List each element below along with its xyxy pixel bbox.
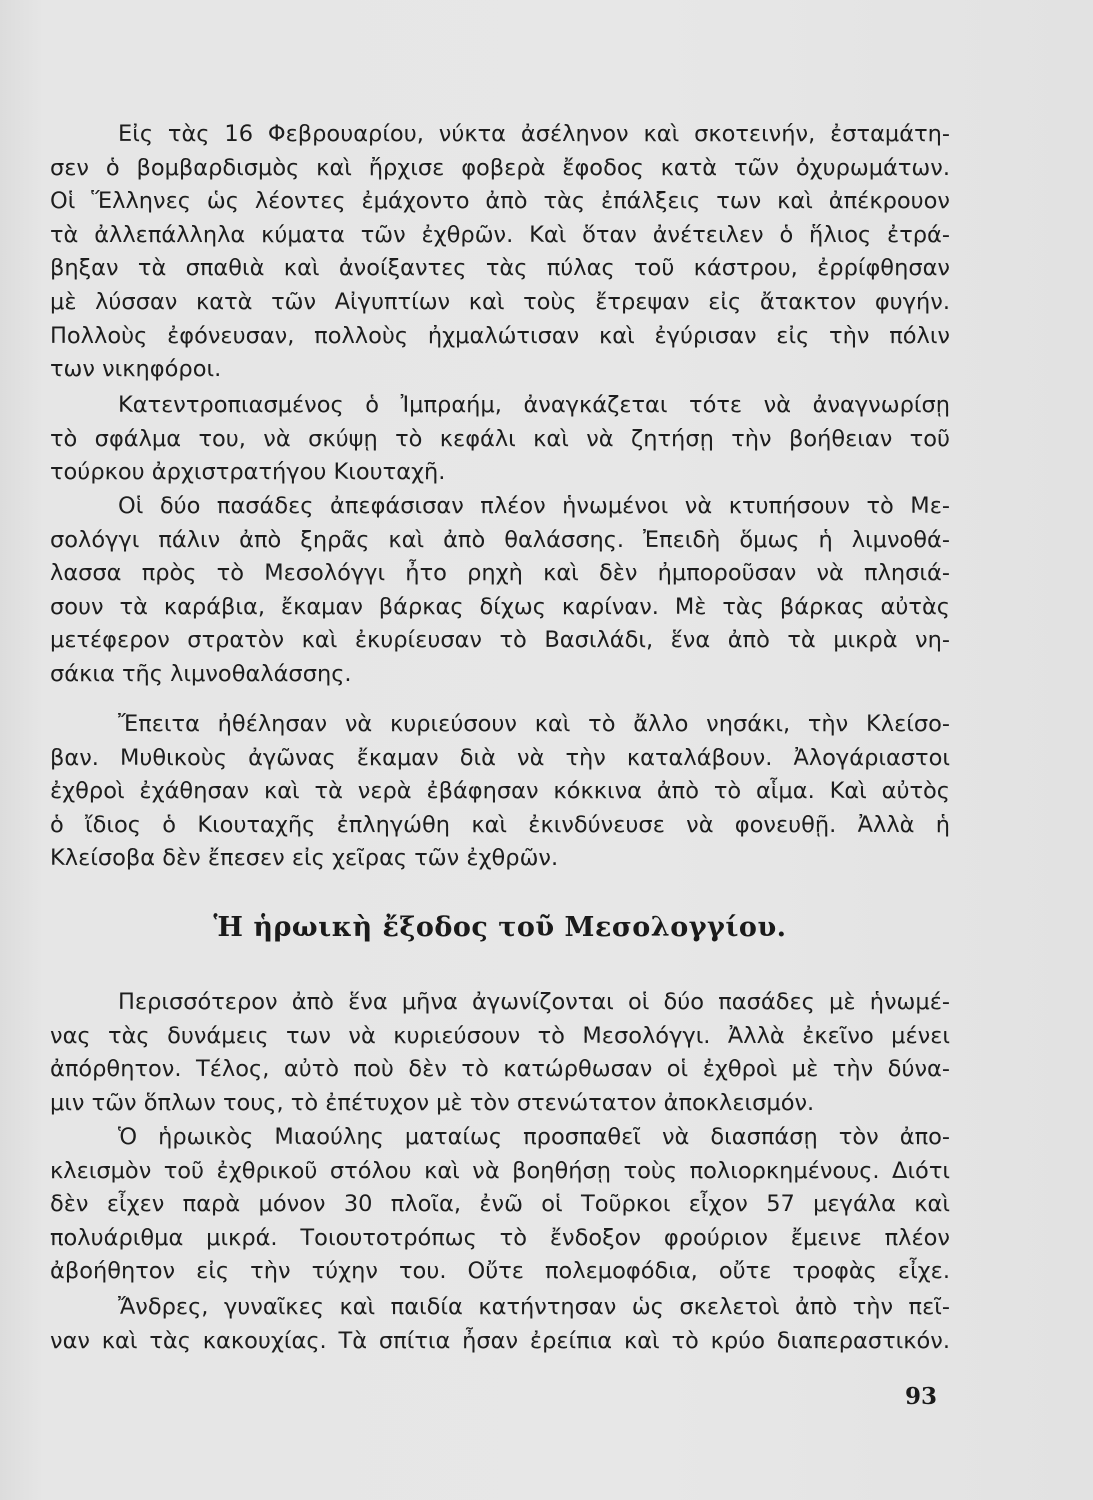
text-line: μὲ λύσσαν κατὰ τῶν Αἰγυπτίων καὶ τοὺς ἔτρεψαν εἰς ἄτακτον φυγήν. xyxy=(50,288,950,315)
text-line: Κατεντροπιασμένος ὁ Ἰμπραήμ, ἀναγκάζεται τότε νὰ ἀναγνωρίσῃ xyxy=(118,392,950,418)
text-line: σάκια τῆς λιμνοθαλάσσης. xyxy=(50,660,352,687)
text-line: σολόγγι πάλιν ἀπὸ ξηρᾶς καὶ ἀπὸ θαλάσσης. Ἐπειδὴ ὅμως ἡ λιμνοθά- xyxy=(50,526,950,553)
text-line: βηξαν τὰ σπαθιὰ καὶ ἀνοίξαντες τὰς πύλας τοῦ κάστρου, ἐρρίφθησαν xyxy=(50,255,950,282)
text-line: νας τὰς δυνάμεις των νὰ κυριεύσουν τὸ Μεσολόγγι. Ἀλλὰ ἐκεῖνο μένει xyxy=(50,1022,950,1049)
text-line: πολυάριθμα μικρά. Τοιουτοτρόπως τὸ ἔνδοξον φρούριον ἔμεινε πλέον xyxy=(50,1224,950,1251)
text-line: τὰ ἀλλεπάλληλα κύματα τῶν ἐχθρῶν. Καὶ ὅταν ἀνέτειλεν ὁ ἥλιος ἐτρά- xyxy=(50,221,950,248)
text-line: Εἰς τὰς 16 Φεβρουαρίου, νύκτα ἀσέληνον καὶ σκοτεινήν, ἐσταμάτη- xyxy=(118,121,950,147)
text-line: Ἄνδρες, γυναῖκες καὶ παιδία κατήντησαν ὡς σκελετοὶ ἀπὸ τὴν πεῖ- xyxy=(118,1294,950,1320)
text-line: ὁ ἴδιος ὁ Κιουταχῆς ἐπληγώθη καὶ ἐκινδύνευσε νὰ φονευθῇ. Ἀλλὰ ἡ xyxy=(50,811,950,838)
text-line: βαν. Μυθικοὺς ἀγῶνας ἔκαμαν διὰ νὰ τὴν καταλάβουν. Ἀλογάριαστοι xyxy=(50,744,950,771)
paragraph-2 xyxy=(50,389,950,490)
text-line: λασσα πρὸς τὸ Μεσολόγγι ἦτο ρηχὴ καὶ δὲν ἠμποροῦσαν νὰ πλησιά- xyxy=(50,560,950,587)
text-line: σεν ὁ βομβαρδισμὸς καὶ ἤρχισε φοβερὰ ἔφοδος κατὰ τῶν ὀχυρωμάτων. xyxy=(50,154,950,181)
section-heading: Ἡ ἡρωικὴ ἔξοδος τοῦ Μεσολογγίου. xyxy=(213,912,787,943)
text-line: Ἔπειτα ἠθέλησαν νὰ κυριεύσουν καὶ τὸ ἄλλο νησάκι, τὴν Κλείσο- xyxy=(118,711,950,737)
text-line: Ὁ ἡρωικὸς Μιαούλης ματαίως προσπαθεῖ νὰ διασπάσῃ τὸν ἀπο- xyxy=(118,1124,950,1150)
page-number: 93 xyxy=(905,1383,938,1410)
text-line: μιν τῶν ὅπλων τους, τὸ ἐπέτυχον μὲ τὸν στενώτατον ἀποκλεισμόν. xyxy=(50,1089,815,1116)
text-line: των νικηφόροι. xyxy=(50,356,222,383)
paragraph-7 xyxy=(50,1291,950,1358)
text-line: ἀβοήθητον εἰς τὴν τύχην του. Οὔτε πολεμοφόδια, οὔτε τροφὰς εἶχε. xyxy=(50,1258,950,1285)
paragraph-6 xyxy=(50,1121,950,1289)
text-line: Περισσότερον ἀπὸ ἕνα μῆνα ἀγωνίζονται οἱ δύο πασάδες μὲ ἡνωμέ- xyxy=(118,989,950,1015)
text-line: Κλείσοβα δὲν ἔπεσεν εἰς χεῖρας τῶν ἐχθρῶν. xyxy=(50,845,559,872)
paragraph-4 xyxy=(50,708,950,876)
paragraph-3 xyxy=(50,490,950,692)
text-line: σουν τὰ καράβια, ἔκαμαν βάρκας δίχως καρίναν. Μὲ τὰς βάρκας αὐτὰς xyxy=(50,593,950,620)
text-line: τὸ σφάλμα του, νὰ σκύψῃ τὸ κεφάλι καὶ νὰ ζητήσῃ τὴν βοήθειαν τοῦ xyxy=(50,425,950,452)
text-line: ναν καὶ τὰς κακουχίας. Τὰ σπίτια ἦσαν ἐρείπια καὶ τὸ κρύο διαπεραστικόν. xyxy=(50,1327,950,1354)
paragraph-5 xyxy=(50,986,950,1120)
text-line: Πολλοὺς ἐφόνευσαν, πολλοὺς ἠχμαλώτισαν καὶ ἐγύρισαν εἰς τὴν πόλιν xyxy=(50,322,950,349)
text-line: τούρκου ἀρχιστρατήγου Κιουταχῆ. xyxy=(50,459,446,486)
text-line: Οἱ Ἕλληνες ὡς λέοντες ἐμάχοντο ἀπὸ τὰς ἐπάλξεις των καὶ ἀπέκρουον xyxy=(50,188,950,215)
text-line: ἐχθροὶ ἐχάθησαν καὶ τὰ νερὰ ἐβάφησαν κόκκινα ἀπὸ τὸ αἷμα. Καὶ αὐτὸς xyxy=(50,778,950,805)
text-line: μετέφερον στρατὸν καὶ ἐκυρίευσαν τὸ Βασιλάδι, ἕνα ἀπὸ τὰ μικρὰ νη- xyxy=(50,627,950,654)
paragraph-1 xyxy=(50,118,950,387)
text-line: κλεισμὸν τοῦ ἐχθρικοῦ στόλου καὶ νὰ βοηθήσῃ τοὺς πολιορκημένους. Διότι xyxy=(50,1157,950,1184)
text-line: ἀπόρθητον. Τέλος, αὐτὸ ποὺ δὲν τὸ κατώρθωσαν οἱ ἐχθροὶ μὲ τὴν δύνα- xyxy=(50,1056,950,1083)
text-line: δὲν εἶχεν παρὰ μόνον 30 πλοῖα, ἐνῶ οἱ Τοῦρκοι εἶχον 57 μεγάλα καὶ xyxy=(50,1191,950,1218)
text-line: Οἱ δύο πασάδες ἀπεφάσισαν πλέον ἡνωμένοι νὰ κτυπήσουν τὸ Με- xyxy=(118,493,950,519)
